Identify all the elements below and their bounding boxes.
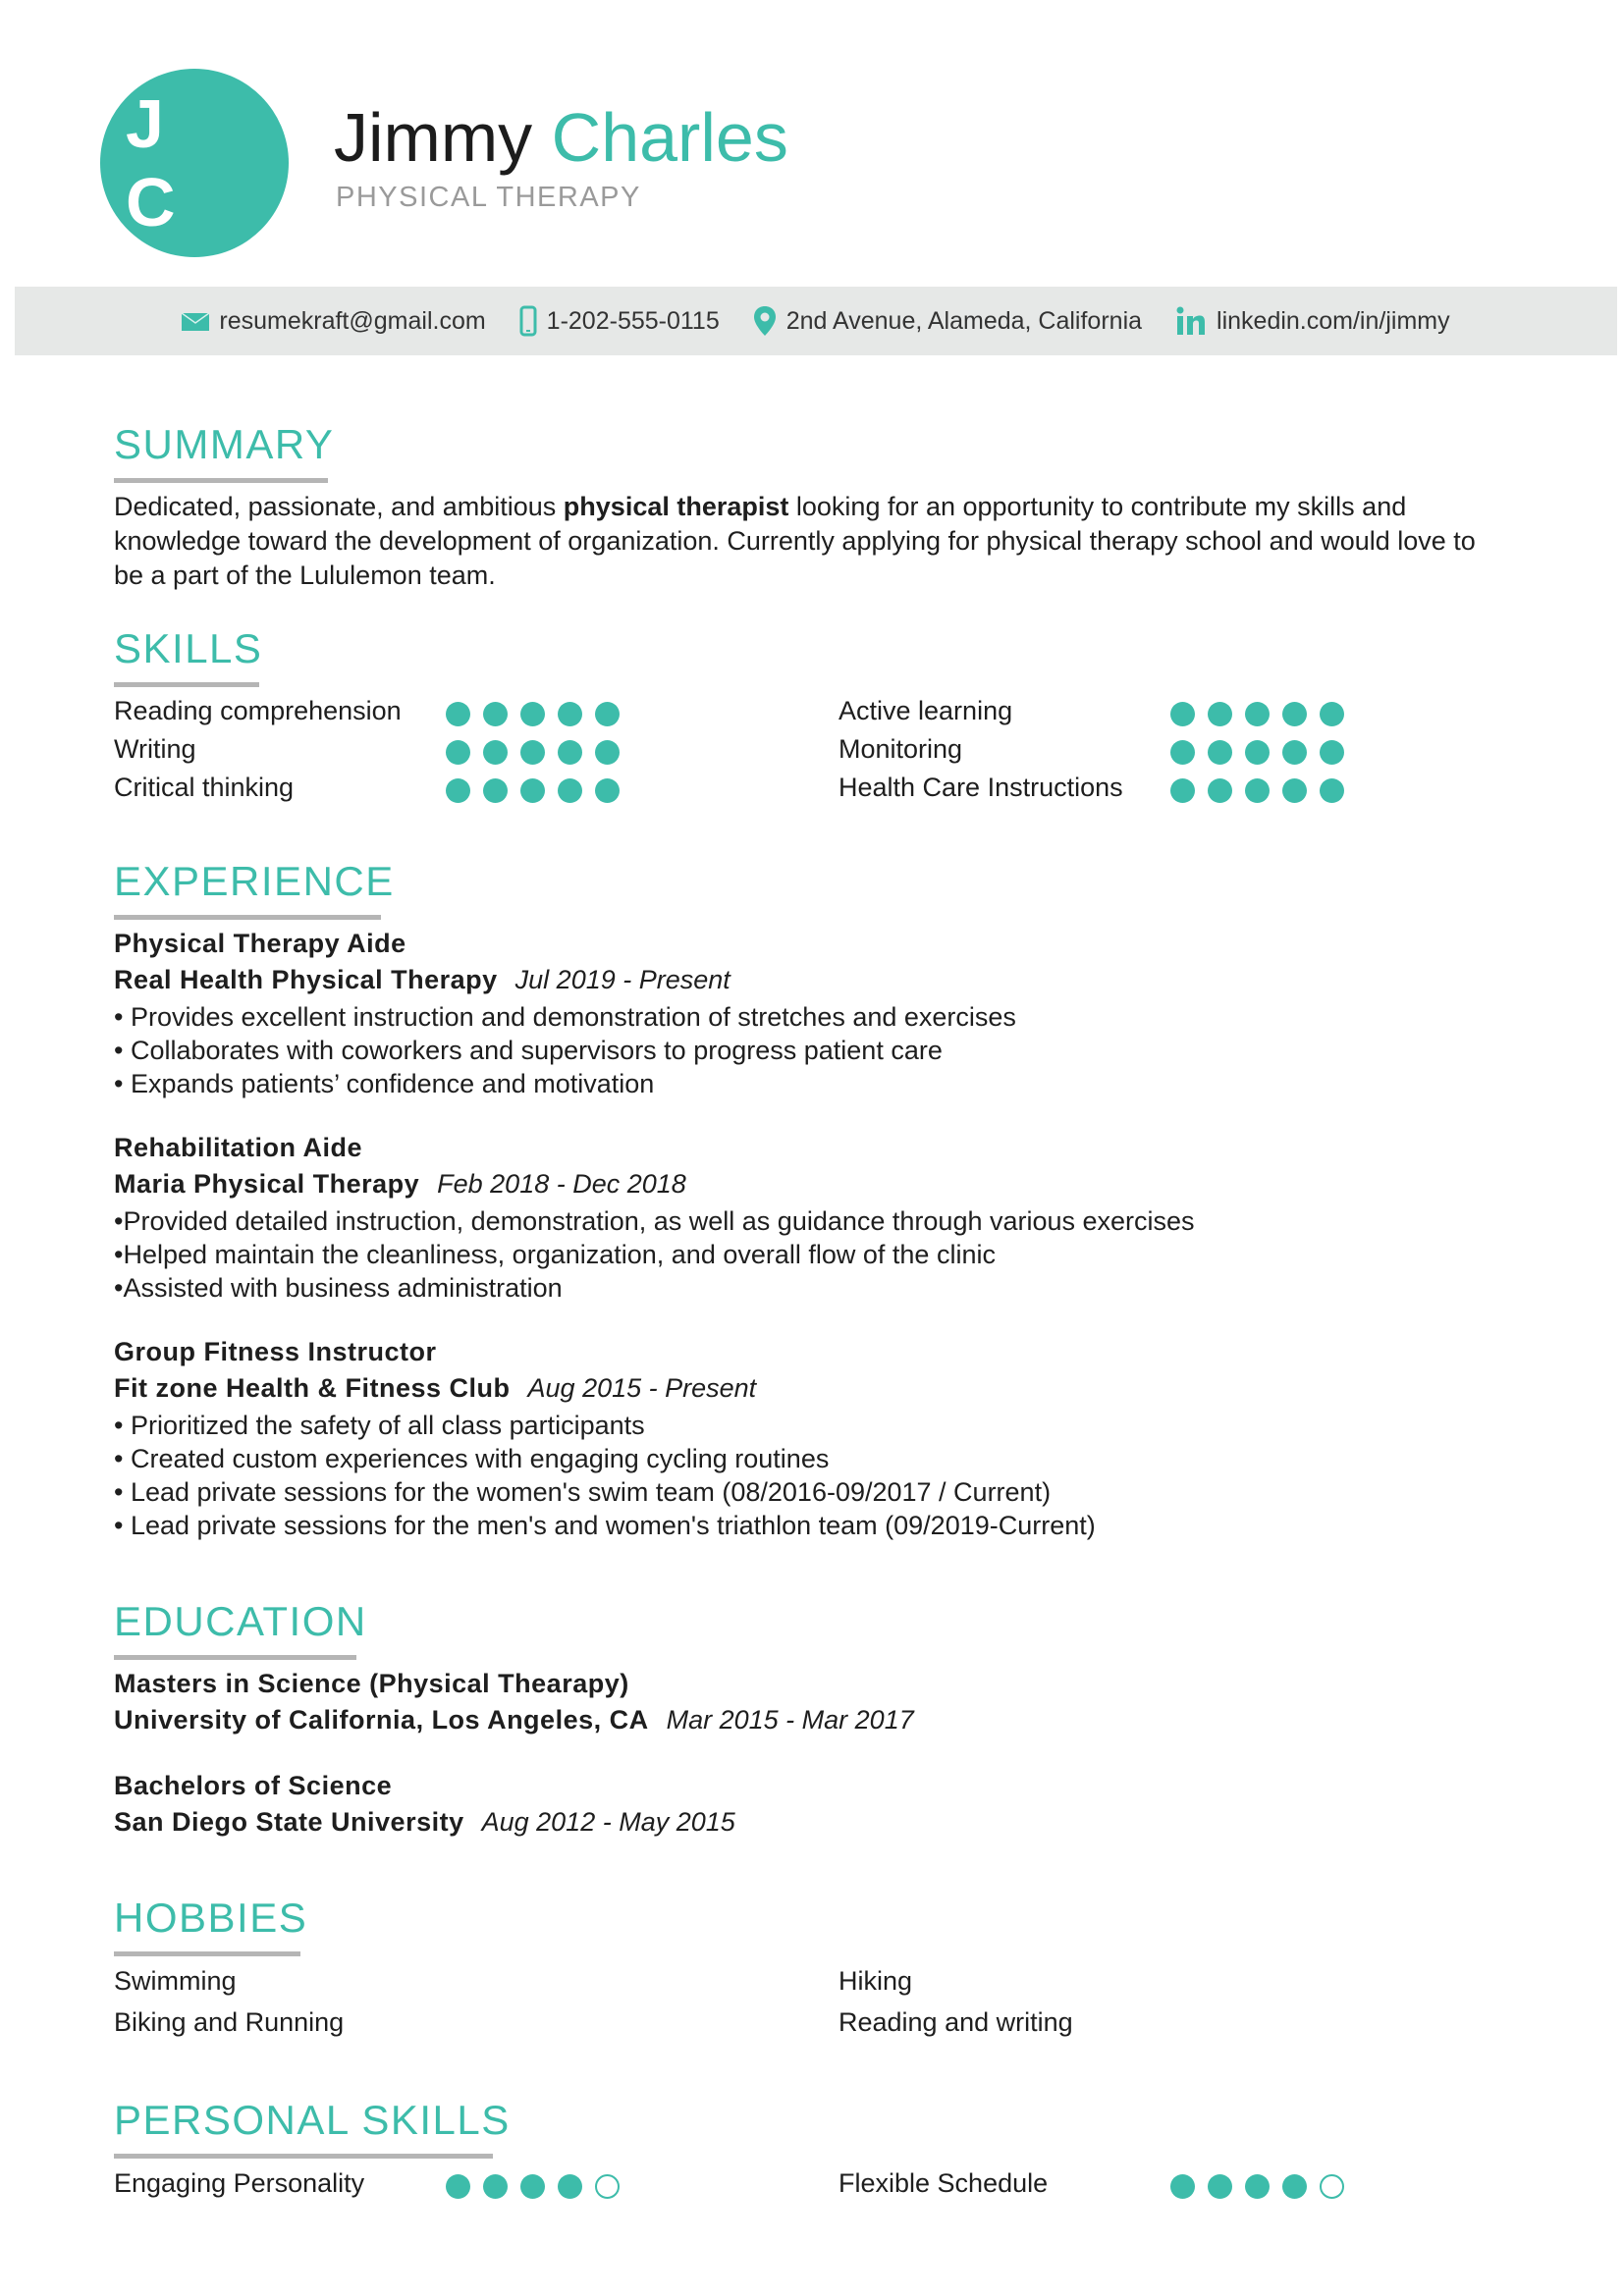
rating-dot-filled [1282, 702, 1307, 726]
rating-dot-filled [558, 740, 582, 765]
rating-dot-filled [483, 702, 508, 726]
rating-dot-filled [1282, 2174, 1307, 2199]
summary-text-after: looking for an opportunity to contribute my skills and knowledge toward the development of organization. Currently applying for physical therapy school and would love to be a part of the Lululemon team. [114, 492, 1476, 590]
contact-email[interactable] [182, 307, 485, 336]
skill-label: Monitoring [839, 734, 963, 764]
job-bullet: • Created custom experiences with engaging cycling routines [114, 1444, 830, 1473]
skill-rating [1170, 702, 1344, 726]
section-rule [114, 2154, 493, 2159]
section-rule [114, 478, 328, 483]
contact-bar [15, 287, 1617, 355]
address-text: 2nd Avenue, Alameda, California [785, 306, 1143, 335]
personal-skill-rating [1170, 2174, 1344, 2199]
rating-dot-filled [483, 740, 508, 765]
personal-skill-label: Flexible Schedule [839, 2168, 1049, 2198]
summary-text-before: Dedicated, passionate, and ambitious [114, 492, 564, 521]
rating-dot-filled [520, 702, 545, 726]
section-title-education: EDUCATION [114, 1598, 367, 1644]
personal-skill-label: Engaging Personality [114, 2168, 365, 2198]
edu-dates: Aug 2012 - May 2015 [481, 1807, 735, 1837]
contact-phone[interactable] [519, 305, 720, 337]
job-bullet: • Lead private sessions for the women's swim team (08/2016-09/2017 / Current) [114, 1477, 1052, 1507]
personal-skill-rating [446, 2174, 620, 2199]
rating-dot-filled [483, 778, 508, 803]
skill-label: Critical thinking [114, 773, 295, 802]
job-bullets [114, 1409, 1096, 1542]
rating-dot-filled [1208, 778, 1232, 803]
edu-dates: Mar 2015 - Mar 2017 [666, 1705, 914, 1735]
job-bullet: • Expands patients’ confidence and motivation [114, 1069, 655, 1098]
job-company: Real Health Physical Therapy [114, 965, 498, 994]
rating-dot-filled [1245, 740, 1270, 765]
rating-dot-filled [558, 778, 582, 803]
edu-school: University of California, Los Angeles, CA [114, 1705, 649, 1735]
rating-dot-filled [1245, 702, 1270, 726]
contact-linkedin[interactable] [1175, 305, 1450, 337]
first-name: Jimmy [334, 99, 533, 176]
skill-label: Reading comprehension [114, 696, 402, 725]
email-text: resumekraft@gmail.com [219, 306, 486, 335]
last-name: Charles [551, 99, 788, 176]
rating-dot-filled [1282, 778, 1307, 803]
linkedin-icon [1175, 305, 1207, 337]
hobby-item: Biking and Running [114, 2007, 345, 2037]
rating-dot-filled [558, 702, 582, 726]
job-bullets [114, 1204, 1195, 1305]
skill-label: Writing [114, 734, 196, 764]
candidate-name [334, 98, 788, 177]
rating-dot-filled [1208, 2174, 1232, 2199]
job-role-subtitle: PHYSICAL THERAPY [336, 182, 641, 213]
rating-dot-filled [520, 778, 545, 803]
rating-dot-filled [1170, 702, 1195, 726]
rating-dot-filled [446, 778, 470, 803]
job-bullet: •Assisted with business administration [114, 1273, 563, 1303]
rating-dot-filled [1320, 702, 1344, 726]
rating-dot-filled [1208, 702, 1232, 726]
section-rule [114, 1655, 356, 1660]
job-company-line [114, 1371, 756, 1405]
edu-degree: Masters in Science (Physical Thearapy) [114, 1669, 629, 1698]
edu-school-line [114, 1805, 735, 1839]
skill-rating [1170, 778, 1344, 803]
rating-dot-filled [1245, 778, 1270, 803]
rating-dot-filled [520, 2174, 545, 2199]
rating-dot-filled [1320, 778, 1344, 803]
mail-icon [182, 311, 209, 331]
skill-rating [446, 702, 620, 726]
job-bullet: •Helped maintain the cleanliness, organization, and overall flow of the clinic [114, 1240, 996, 1269]
summary-text [114, 490, 1508, 593]
section-title-summary: SUMMARY [114, 421, 335, 467]
edu-school: San Diego State University [114, 1807, 464, 1837]
section-rule [114, 1951, 300, 1956]
rating-dot-filled [1208, 740, 1232, 765]
section-title-skills: SKILLS [114, 625, 263, 671]
job-dates: Aug 2015 - Present [527, 1373, 757, 1403]
rating-dot-filled [1282, 740, 1307, 765]
edu-degree: Bachelors of Science [114, 1771, 393, 1800]
rating-dot-filled [1320, 740, 1344, 765]
job-role: Group Fitness Instructor [114, 1337, 437, 1366]
rating-dot-filled [483, 2174, 508, 2199]
job-bullet: • Lead private sessions for the men's and women's triathlon team (09/2019-Current) [114, 1511, 1096, 1540]
job-dates: Jul 2019 - Present [514, 965, 730, 994]
rating-dot-filled [446, 2174, 470, 2199]
rating-dot-filled [446, 740, 470, 765]
section-title-hobbies: HOBBIES [114, 1895, 308, 1941]
section-title-personal-skills: PERSONAL SKILLS [114, 2097, 511, 2143]
section-rule [114, 682, 259, 687]
job-bullet: • Provides excellent instruction and demonstration of stretches and exercises [114, 1002, 1016, 1032]
hobby-item: Swimming [114, 1966, 237, 1996]
rating-dot-empty [595, 2174, 620, 2199]
job-company: Maria Physical Therapy [114, 1169, 420, 1199]
rating-dot-filled [1170, 740, 1195, 765]
job-bullets [114, 1000, 1016, 1100]
rating-dot-filled [1245, 2174, 1270, 2199]
hobby-item: Hiking [839, 1966, 913, 1996]
skill-rating [1170, 740, 1344, 765]
job-company: Fit zone Health & Fitness Club [114, 1373, 511, 1403]
phone-icon [519, 305, 537, 337]
skill-rating [446, 740, 620, 765]
job-dates: Feb 2018 - Dec 2018 [437, 1169, 686, 1199]
skill-label: Health Care Instructions [839, 773, 1123, 802]
phone-text: 1-202-555-0115 [546, 306, 720, 335]
rating-dot-filled [446, 702, 470, 726]
location-pin-icon [753, 305, 777, 337]
rating-dot-filled [595, 740, 620, 765]
rating-dot-filled [558, 2174, 582, 2199]
job-role: Rehabilitation Aide [114, 1133, 363, 1162]
hobby-item: Reading and writing [839, 2007, 1073, 2037]
job-company-line [114, 963, 730, 996]
skill-label: Active learning [839, 696, 1013, 725]
rating-dot-filled [595, 702, 620, 726]
edu-school-line [114, 1703, 914, 1736]
linkedin-text: linkedin.com/in/jimmy [1217, 306, 1450, 335]
job-bullet: • Prioritized the safety of all class participants [114, 1411, 645, 1440]
job-bullet: •Provided detailed instruction, demonstration, as well as guidance through various exercises [114, 1206, 1195, 1236]
section-rule [114, 915, 381, 920]
job-bullet: • Collaborates with coworkers and supervisors to progress patient care [114, 1036, 943, 1065]
rating-dot-filled [595, 778, 620, 803]
rating-dot-filled [1170, 778, 1195, 803]
initials: J C [126, 85, 201, 240]
section-title-experience: EXPERIENCE [114, 858, 395, 904]
skill-rating [446, 778, 620, 803]
contact-address [753, 305, 1142, 337]
job-role: Physical Therapy Aide [114, 929, 406, 958]
rating-dot-empty [1320, 2174, 1344, 2199]
job-company-line [114, 1167, 686, 1201]
avatar-initials [100, 69, 289, 257]
rating-dot-filled [520, 740, 545, 765]
rating-dot-filled [1170, 2174, 1195, 2199]
summary-text-bold: physical therapist [563, 492, 789, 521]
